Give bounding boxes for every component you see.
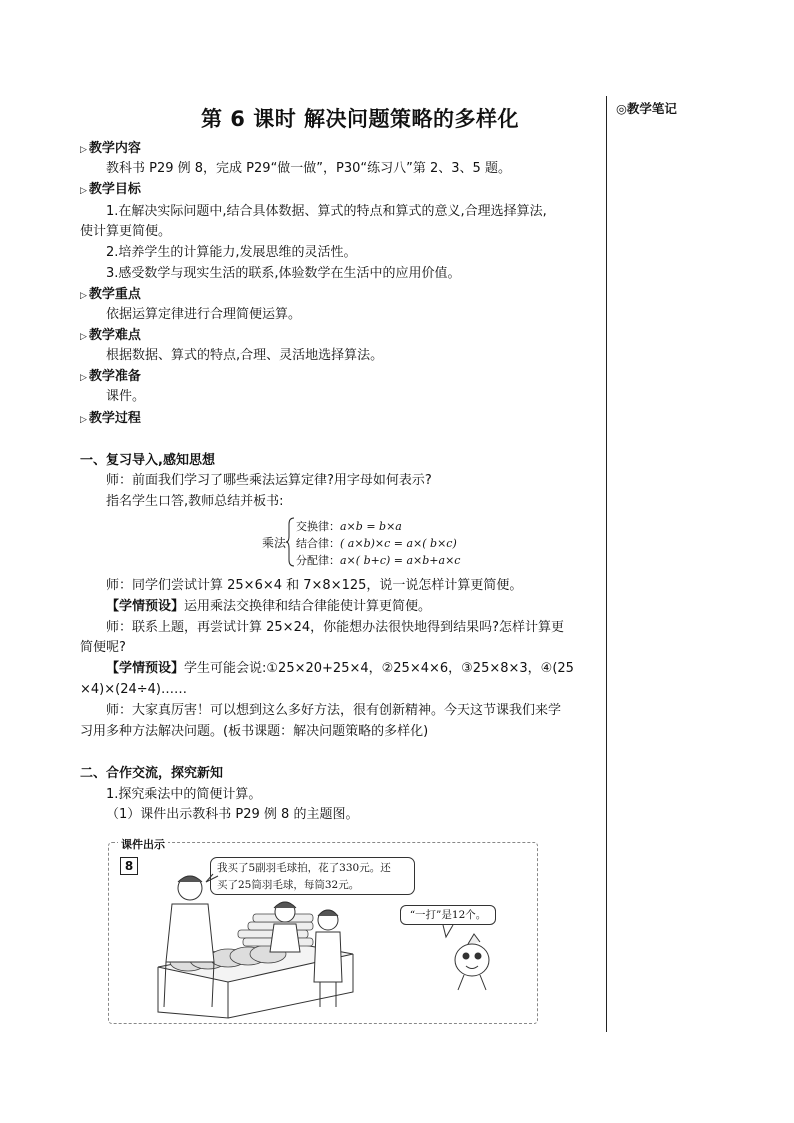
associative-law: 结合律：( a×b)×c = a×( b×c) (296, 537, 457, 550)
triangle-icon: ▷ (80, 415, 87, 425)
part1-p5b: 简便呢? (80, 640, 126, 655)
part1-p3: 师：同学们尝试计算 25×6×4 和 7×8×125，说一说怎样计算更简便。 (106, 578, 523, 593)
multiplication-laws-formula (262, 516, 462, 568)
bubble2-tail (443, 925, 453, 937)
example-number: 8 (120, 857, 138, 875)
notes-divider (606, 96, 607, 1032)
goal-3: 3.感受数学与现实生活的联系,体验数学在生活中的应用价值。 (106, 266, 461, 281)
heading-content: ▷ 教学内容 (80, 141, 141, 156)
mascot-figure (455, 934, 489, 990)
part1-p6a: 【学情预设】学生可能会说:①25×20+25×4，②25×4×6，③25×8×3，④(25 (106, 661, 574, 676)
difficulty-text: 根据数据、算式的特点,合理、灵活地选择算法。 (106, 348, 384, 363)
teaching-notes-label: ◎教学笔记 (616, 101, 677, 116)
commutative-law: 交换律：a×b = b×a (296, 520, 402, 533)
heading-key: ▷ 教学重点 (80, 287, 141, 302)
part2-heading: 二、合作交流，探究新知 (80, 766, 224, 781)
part1-heading: 一、复习导入,感知思想 (80, 453, 215, 468)
triangle-icon: ▷ (80, 145, 87, 155)
content-text: 教科书 P29 例 8，完成 P29“做一做”，P30“练习八”第 2、3、5 题。 (106, 161, 511, 176)
part1-p7b: 习用多种方法解决问题。(板书课题：解决问题策略的多样化) (80, 724, 429, 739)
part1-p7a: 师：大家真厉害！可以想到这么多好方法，很有创新精神。今天这节课我们来学 (106, 703, 562, 718)
distributive-law: 分配律：a×( b+c) = a×b+a×c (296, 554, 461, 567)
part2-p2: （1）课件出示教科书 P29 例 8 的主题图。 (106, 807, 359, 822)
heading-process: ▷ 教学过程 (80, 411, 141, 426)
page-title: 第 6 课时 解决问题策略的多样化 (200, 107, 520, 131)
boy-figure (314, 910, 342, 1007)
triangle-icon: ▷ (80, 291, 87, 301)
courseware-tag: 课件出示 (118, 836, 168, 852)
preparation-text: 课件。 (106, 389, 146, 404)
left-brace (286, 516, 296, 568)
heading-preparation: ▷ 教学准备 (80, 369, 141, 384)
part1-p1: 师：前面我们学习了哪些乘法运算定律?用字母如何表示? (106, 473, 432, 488)
goal-1a: 1.在解决实际问题中,结合具体数据、算式的特点和算式的意义,合理选择算法, (106, 204, 547, 219)
part1-p5a: 师：联系上题，再尝试计算 25×24，你能想办法很快地得到结果吗?怎样计算更 (106, 620, 565, 635)
goal-2: 2.培养学生的计算能力,发展思维的灵活性。 (106, 245, 357, 260)
speech-bubble-purchase: 我买了5副羽毛球拍，花了330元。还 买了25筒羽毛球，每筒32元。 (210, 857, 415, 895)
triangle-icon: ▷ (80, 373, 87, 383)
triangle-icon: ▷ (80, 332, 87, 342)
man-figure (164, 876, 214, 1007)
goal-1b: 使计算更简便。 (80, 224, 172, 239)
triangle-icon: ▷ (80, 186, 87, 196)
heading-difficulty: ▷ 教学难点 (80, 328, 141, 343)
heading-goals: ▷ 教学目标 (80, 182, 141, 197)
part2-p1: 1.探究乘法中的简便计算。 (106, 787, 262, 802)
part1-p2: 指名学生口答,教师总结并板书: (106, 494, 284, 509)
formula-label: 乘法 (262, 536, 287, 550)
girl-figure (270, 902, 300, 952)
key-text: 依据运算定律进行合理简便运算。 (106, 307, 302, 322)
part1-p4: 【学情预设】运用乘法交换律和结合律能使计算更简便。 (106, 599, 432, 614)
part1-p6b: ×4)×(24÷4)…… (80, 682, 187, 697)
speech-bubble-dozen: “一打”是12个。 (400, 905, 496, 925)
